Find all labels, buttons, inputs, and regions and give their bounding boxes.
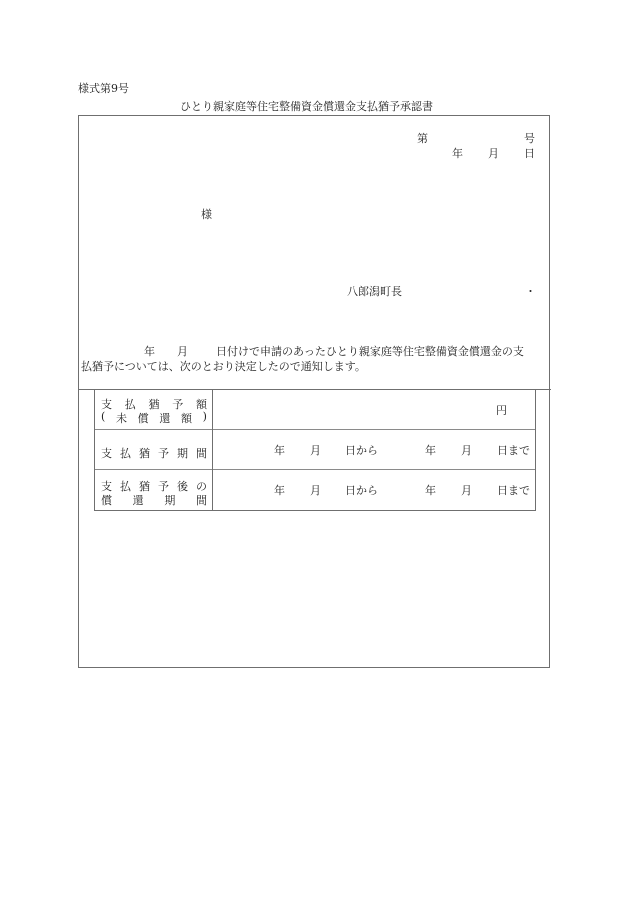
body-year: 年	[144, 345, 155, 358]
period-to-month: 月	[461, 444, 472, 457]
repay-to-year: 年	[425, 484, 436, 497]
label-post-deferment: 支 払 猶 予 後 の	[101, 480, 207, 493]
form-number: 様式第9号	[78, 82, 129, 95]
date-month: 月	[488, 147, 499, 160]
repay-from-year: 年	[274, 484, 285, 497]
addressee-suffix: 様	[201, 208, 212, 221]
seal-mark: ・	[525, 285, 536, 298]
number-suffix: 号	[524, 132, 535, 145]
number-prefix: 第	[417, 132, 428, 145]
repay-to-month: 月	[461, 484, 472, 497]
date-day: 日	[524, 147, 535, 160]
period-to-day: 日まで	[497, 444, 530, 457]
amount-unit: 円	[496, 404, 507, 417]
document-title: ひとり親家庭等住宅整備資金償還金支払猶予承認書	[180, 100, 433, 113]
label-repayment-period: 償 還 期 間	[101, 494, 207, 507]
detail-table	[94, 389, 536, 511]
body-month: 月	[177, 345, 188, 358]
date-year: 年	[452, 147, 463, 160]
column-divider	[212, 389, 213, 510]
period-to-year: 年	[425, 444, 436, 457]
body-line1: 日付けで申請のあったひとり親家庭等住宅整備資金償還金の支	[216, 345, 524, 358]
repay-from-month: 月	[310, 484, 321, 497]
period-from-day: 日から	[345, 444, 378, 457]
period-from-year: 年	[274, 444, 285, 457]
label-deferred-amount: 支 払 猶 予 額	[101, 398, 207, 411]
repay-to-day: 日まで	[497, 484, 530, 497]
repay-from-day: 日から	[345, 484, 378, 497]
issuer-name: 八郎潟町長	[347, 285, 402, 298]
body-line2: 払猶予については、次のとおり決定したので通知します。	[81, 360, 366, 373]
label-deferment-period: 支 払 猶 予 期 間	[101, 447, 207, 460]
period-from-month: 月	[310, 444, 321, 457]
label-unpaid-amount: ( 未 償 還 額 )	[101, 410, 207, 425]
